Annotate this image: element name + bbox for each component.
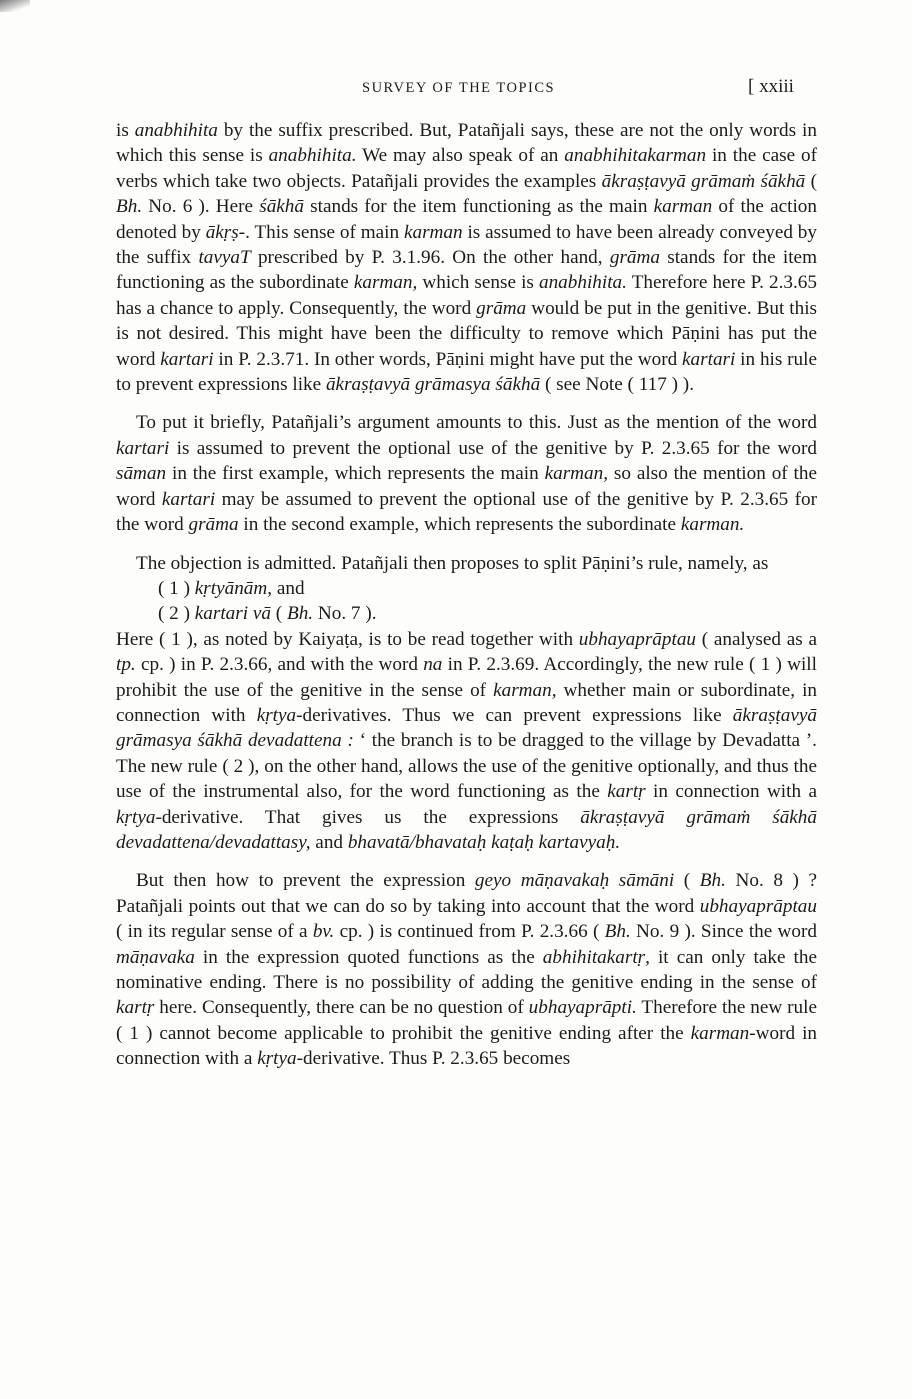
rule-split-block — [116, 551, 817, 856]
paragraph: Here ( 1 ), as noted by Kaiyaṭa, is to be read together with ubhayaprāptau ( analysed as a tp. cp. ) in P. 2.3.66, and with the word na in P. 2.3.69. Accordingly, the new rule ( 1 ) will prohibit the use of the genitive in the sense of karman, whether main or subordinate, in connection with kṛtya-derivatives. Thus we can prevent expressions like ākraṣṭavyā grāmasya śākhā devadattena : ‘ the branch is to be dragged to the village by Devadatta ’. The new rule ( 2 ), on the other hand, allows the use of the genitive optionally, and thus the use of the instrumental also, for the word functioning as the kartṛ in connection with a kṛtya-derivative. That gives us the expressions ākraṣṭavyā grāmaṁ śākhā devadattena/devadattasy, and bhavatā/bhavataḥ kaṭaḥ kartavyaḥ. — [116, 628, 817, 853]
paragraph: The objection is admitted. Patañjali then proposes to split Pāṇini’s rule, namely, as — [136, 552, 769, 574]
list-item: ( 1 ) kṛtyānām, and — [158, 577, 305, 599]
running-head: SURVEY OF THE TOPICS — [362, 80, 556, 96]
page-body — [116, 118, 817, 1072]
page-header — [0, 76, 912, 102]
paragraph: But then how to prevent the expression geyo māṇavakaḥ sāmāni ( Bh. No. 8 ) ? Patañjali points out that we can do so by taking into account that the word ubhayaprāptau ( in its regular sense of a bv. cp. ) is continued from P. 2.3.66 ( Bh. No. 9 ). Since the word māṇavaka in the expression quoted functions as the abhihitakartṛ, it can only take the nominative ending. There is no possibility of adding the genitive ending in the sense of kartṛ here. Consequently, there can be no question of ubhayaprāpti. Therefore the new rule ( 1 ) cannot become applicable to prohibit the genitive ending after the karman-word in connection with a kṛtya-derivative. Thus P. 2.3.65 becomes — [116, 870, 818, 1070]
page-number: [ xxiii — [748, 76, 794, 97]
scan-edge-artifact — [0, 0, 30, 12]
list-item: ( 2 ) kartari vā ( Bh. No. 7 ). — [158, 603, 377, 625]
paragraph: To put it briefly, Patañjali’s argument amounts to this. Just as the mention of the word kartari is assumed to prevent the optional use of the genitive by P. 2.3.65 for the word sāman in the first example, which represents the main karman, so also the mention of the word kartari may be assumed to prevent the optional use of the genitive by P. 2.3.65 for the word grāma in the second example, which represents the subordinate karman. — [116, 412, 818, 536]
paragraph: is anabhihita by the suffix prescribed. But, Patañjali says, these are not the only words in which this sense is anabhihita. We may also speak of an anabhihitakarman in the case of verbs which take two objects. Patañjali provides the examples ākraṣṭavyā grāmaṁ śākhā ( Bh. No. 6 ). Here śākhā stands for the item functioning as the main karman of the action denoted by ākṛṣ-. This sense of main karman is assumed to have been already conveyed by the suffix tavyaT prescribed by P. 3.1.96. On the other hand, grāma stands for the item functioning as the subordinate karman, which sense is anabhihita. Therefore here P. 2.3.65 has a chance to apply. Consequently, the word grāma would be put in the genitive. But this is not desired. This might have been the difficulty to remove which Pāṇini has put the word kartari in P. 2.3.71. In other words, Pāṇini might have put the word kartari in his rule to prevent expressions like ākraṣṭavyā grāmasya śākhā ( see Note ( 117 ) ). — [116, 120, 818, 396]
